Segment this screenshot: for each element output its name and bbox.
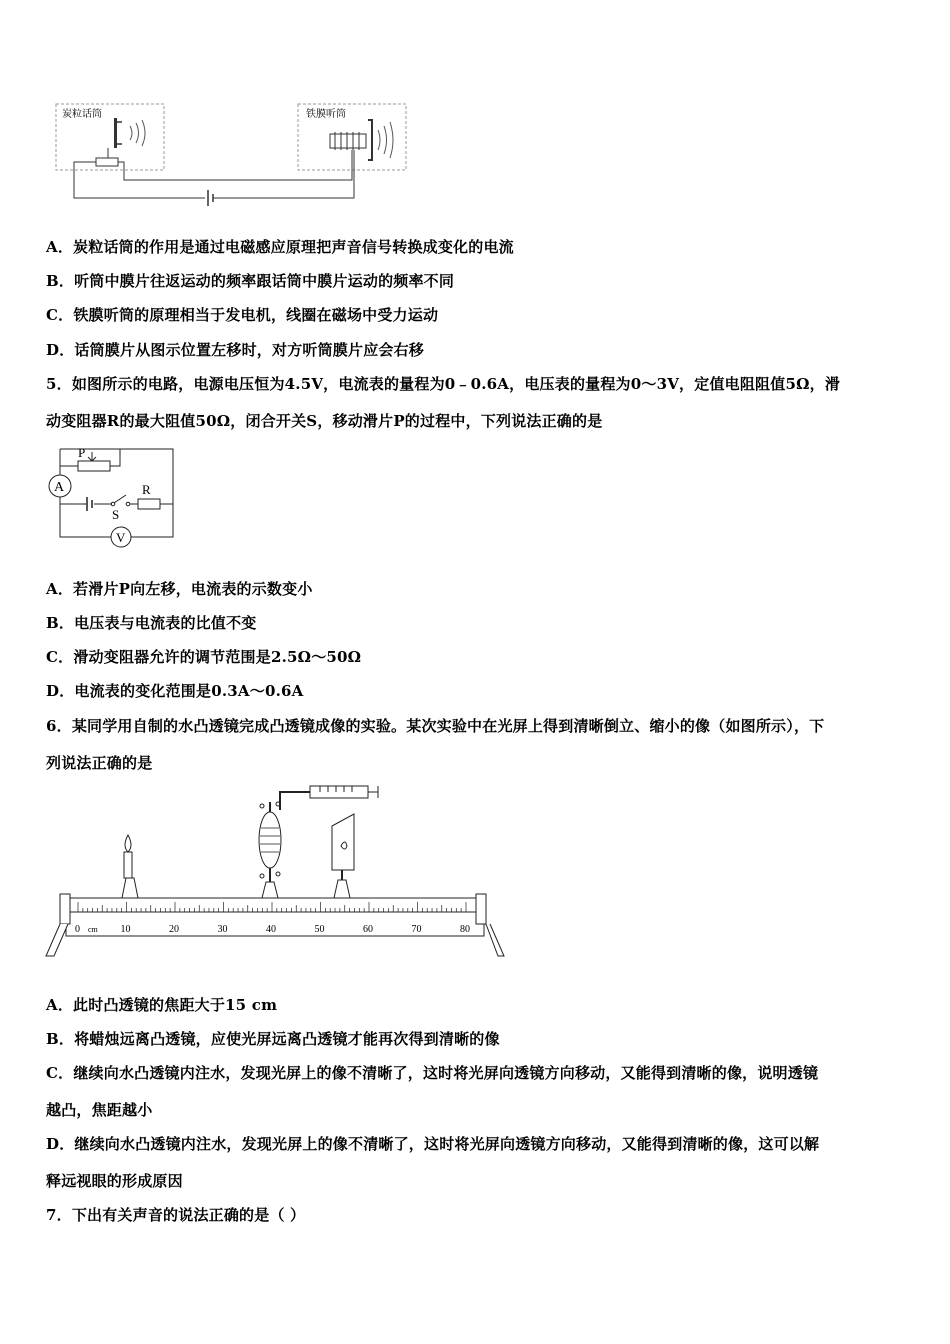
q4-option-c: C．铁膜听筒的原理相当于发电机，线圈在磁场中受力运动 [46, 306, 439, 324]
water-lens [259, 812, 281, 868]
bench-tick-label: 0 [75, 924, 80, 935]
light-screen [332, 814, 354, 870]
bench-left-end [60, 894, 70, 924]
bench-tick-label: 30 [217, 924, 228, 935]
q6-option-d-line1: D．继续向水凸透镜内注水，发现光屏上的像不清晰了，这时将光屏向透镜方向移动，又能得到清晰的像，这可以解 [46, 1135, 820, 1153]
switch-label: S [112, 507, 120, 522]
syringe-icon [310, 786, 368, 798]
candle [124, 852, 132, 878]
q5-option-b: B．电压表与电流表的比值不变 [46, 614, 257, 632]
q6-stem-line1: 6．某同学用自制的水凸透镜完成凸透镜成像的实验。某次实验中在光屏上得到清晰倒立、缩小的像（如图所示），下 [46, 717, 825, 735]
bench-tick-label: 80 [460, 924, 470, 935]
screen-holder [334, 880, 350, 898]
wire-top [118, 150, 352, 180]
q7-stem: 7．下出有关声音的说法正确的是（ ） [46, 1206, 306, 1224]
bench-right-end [476, 894, 486, 924]
q5-circuit-figure [40, 440, 190, 552]
bench-left-leg [46, 924, 68, 956]
q5-option-d: D．电流表的变化范围是0.3A～0.6A [46, 682, 304, 700]
sound-waves-icon [130, 120, 145, 146]
carbon-granules [96, 158, 118, 166]
q5-circuit-svg [40, 440, 190, 552]
bench-tick-label: 60 [363, 924, 373, 935]
resistor-label: R [142, 482, 151, 497]
iron-diaphragm [368, 120, 372, 160]
ammeter-label: A [54, 480, 65, 495]
q6-option-c-line1: C．继续向水凸透镜内注水，发现光屏上的像不清晰了，这时将光屏向透镜方向移动，又能得到清晰的像，说明透镜 [46, 1064, 819, 1082]
bench-unit: cm [88, 925, 98, 934]
fixed-resistor [138, 499, 160, 509]
q6-stem-line2: 列说法正确的是 [46, 754, 153, 772]
candle-flame-icon [125, 835, 131, 852]
q6-option-b: B．将蜡烛远离凸透镜，应使光屏远离凸透镜才能再次得到清晰的像 [46, 1030, 500, 1048]
q5-stem-line1: 5．如图所示的电路，电源电压恒为4.5V，电流表的量程为0﹣0.6A，电压表的量程为0～3V，定值电阻阻值5Ω，滑 [46, 375, 841, 393]
bench-tick-label: 40 [266, 924, 276, 935]
battery-icon [87, 497, 92, 511]
microphone-diaphragm [114, 118, 117, 148]
q5-option-a: A．若滑片P向左移，电流表的示数变小 [46, 580, 313, 598]
optical-bench-svg [42, 780, 508, 962]
bench-right-leg [486, 924, 504, 956]
optical-bench-figure [42, 780, 508, 962]
q4-option-d: D．话筒膜片从图示位置左移时，对方听筒膜片应会右移 [46, 341, 425, 359]
q4-option-a: A．炭粒话筒的作用是通过电磁感应原理把声音信号转换成变化的电流 [46, 238, 514, 256]
q4-option-b: B．听筒中膜片往返运动的频率跟话筒中膜片运动的频率不同 [46, 272, 455, 290]
sound-waves-right-icon [378, 122, 393, 158]
slider-label: P [78, 445, 86, 460]
bench-tick-label: 50 [314, 924, 325, 935]
earpiece-label: 铁膜听筒 [306, 109, 346, 120]
telephone-circuit-figure [50, 96, 412, 212]
q5-option-c: C．滑动变阻器允许的调节范围是2.5Ω～50Ω [46, 648, 362, 666]
battery-icon [208, 190, 213, 206]
q5-wires [60, 449, 173, 537]
voltmeter-label: V [116, 530, 126, 545]
telephone-circuit-svg [50, 96, 412, 212]
slider-arrow-icon [88, 452, 96, 461]
q6-option-a: A．此时凸透镜的焦距大于15 cm [46, 996, 278, 1014]
rheostat [78, 461, 110, 471]
lens-holder [262, 882, 278, 898]
candle-holder [122, 878, 138, 898]
q5-stem-line2: 动变阻器R的最大阻值50Ω，闭合开关S，移动滑片P的过程中，下列说法正确的是 [46, 412, 603, 430]
q6-option-c-line2: 越凸，焦距越小 [46, 1101, 153, 1119]
bench-tick-label: 10 [120, 924, 131, 935]
bench-tick-label: 20 [169, 924, 179, 935]
microphone-label: 炭粒话筒 [62, 109, 102, 120]
bench-tick-label: 70 [411, 924, 422, 935]
q6-option-d-line2: 释远视眼的形成原因 [46, 1172, 183, 1190]
